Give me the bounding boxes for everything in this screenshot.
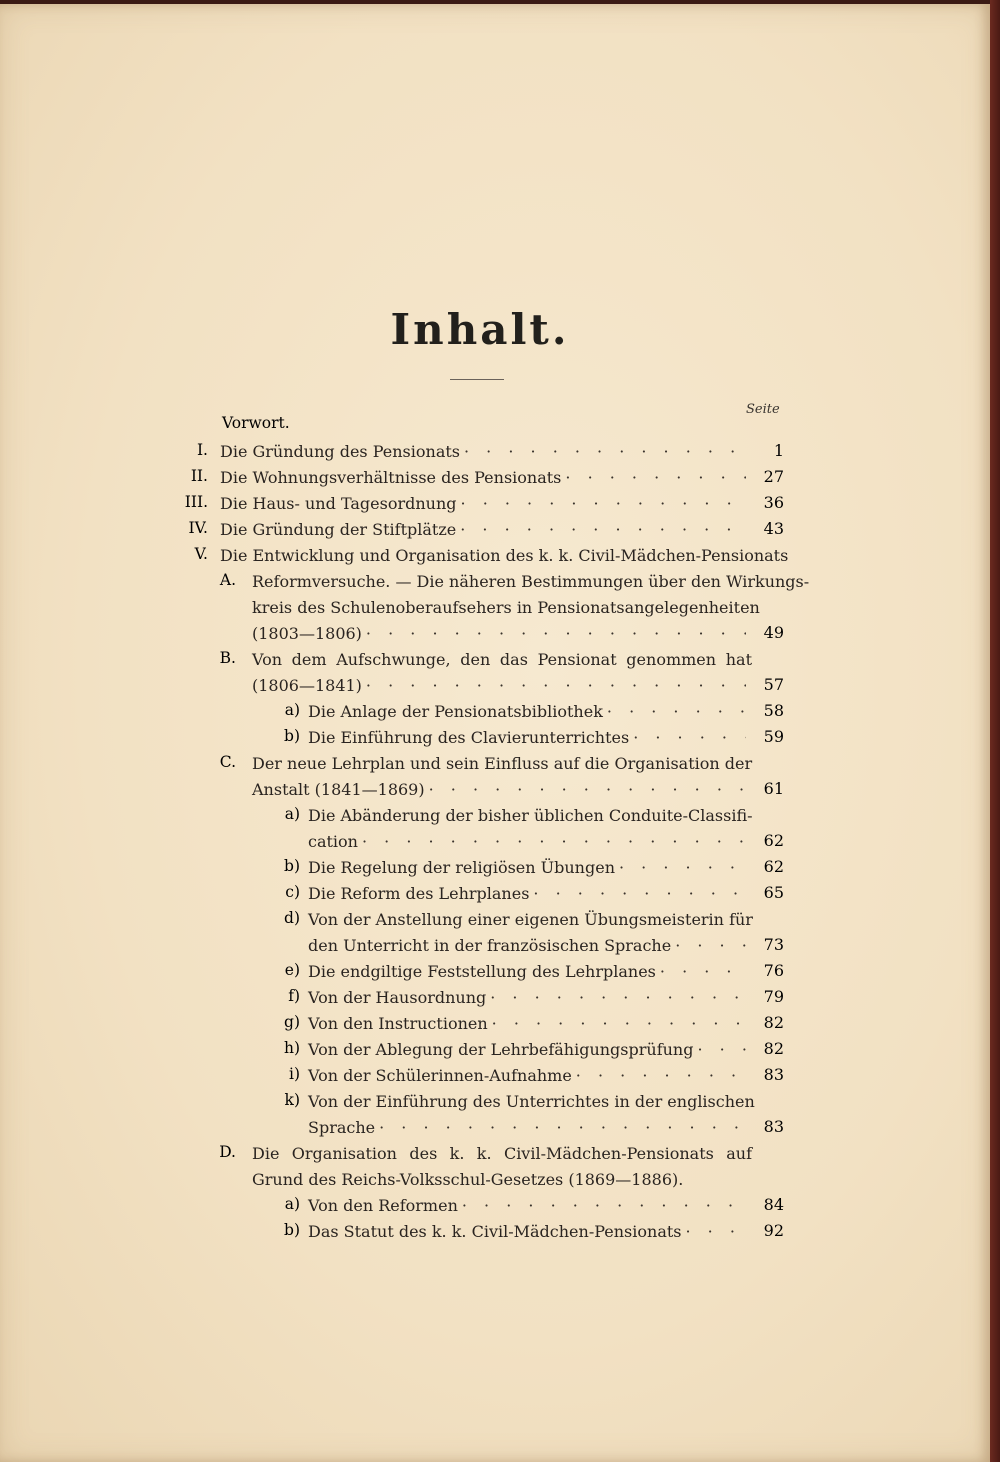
leader-dots xyxy=(379,1117,746,1139)
entry-number: i) xyxy=(288,1065,300,1083)
leader-dots xyxy=(619,857,746,879)
toc-entry-c-a xyxy=(308,805,752,827)
entry-title: kreis des Schulenoberaufsehers in Pensionatsangelegenheiten xyxy=(252,598,760,617)
vorwort-entry: Vorwort. xyxy=(222,414,290,432)
leader-dots xyxy=(366,675,746,697)
page-number: 57 xyxy=(763,675,784,694)
toc-entry-b-cont xyxy=(252,675,750,697)
entry-number: a) xyxy=(284,805,300,823)
entry-title: Der neue Lehrplan und sein Einfluss auf die Organisation der xyxy=(252,754,753,773)
leader-dots xyxy=(464,441,746,463)
entry-number: f) xyxy=(288,987,300,1005)
toc-entry-d-a xyxy=(308,1195,750,1217)
entry-number: e) xyxy=(284,961,300,979)
page-number: 76 xyxy=(763,961,784,980)
leader-dots xyxy=(675,935,746,957)
entry-title: Die Haus- und Tagesordnung xyxy=(220,494,457,513)
toc-entry-c-g xyxy=(308,1013,750,1035)
entry-title: Das Statut des k. k. Civil-Mädchen-Pensionats xyxy=(308,1222,682,1241)
entry-title: Die Gründung der Stiftplätze xyxy=(220,520,457,539)
entry-title: Die Wohnungsverhältnisse des Pensionats xyxy=(220,468,562,487)
page-number: 43 xyxy=(763,519,784,538)
toc-entry-i xyxy=(220,441,750,463)
entry-title: Reformversuche. — Die näheren Bestimmungen über den Wirkungs- xyxy=(252,572,810,591)
toc-entry-b-b xyxy=(308,727,750,749)
entry-title: Von den Reformen xyxy=(308,1196,458,1215)
page-number: 36 xyxy=(763,493,784,512)
leader-dots xyxy=(461,493,746,515)
entry-title: Die Regelung der religiösen Übungen xyxy=(308,858,615,877)
entry-title: Von den Instructionen xyxy=(308,1014,488,1033)
entry-title: Von der Schülerinnen-Aufnahme xyxy=(308,1066,572,1085)
page-number: 49 xyxy=(763,623,784,642)
leader-dots xyxy=(633,727,746,749)
entry-number: D. xyxy=(219,1143,236,1161)
toc-entry-d-cont xyxy=(252,1169,752,1191)
toc-entry-c-b xyxy=(308,857,750,879)
entry-title: Die Einführung des Clavierunterrichtes xyxy=(308,728,630,747)
entry-number: b) xyxy=(284,857,300,875)
page-number: 73 xyxy=(763,935,784,954)
page-title: Inhalt. xyxy=(390,305,570,354)
entry-number: b) xyxy=(284,1221,300,1239)
entry-title: Die Gründung des Pensionats xyxy=(220,442,460,461)
page-number: 58 xyxy=(763,701,784,720)
entry-number: a) xyxy=(284,1195,300,1213)
entry-title: Anstalt (1841—1869) xyxy=(252,780,425,799)
leader-dots xyxy=(362,831,746,853)
entry-title: Von der Anstellung einer eigenen Übungsmeisterin für xyxy=(308,910,753,929)
entry-number: a) xyxy=(284,701,300,719)
leader-dots xyxy=(686,1221,747,1243)
page-number: 84 xyxy=(763,1195,784,1214)
page-number: 79 xyxy=(763,987,784,1006)
entry-number: d) xyxy=(284,909,300,927)
leader-dots xyxy=(607,701,746,723)
leader-dots xyxy=(462,1195,746,1217)
entry-title: Von der Einführung des Unterrichtes in der englischen xyxy=(308,1092,755,1111)
toc-entry-c-k xyxy=(308,1091,755,1113)
entry-title: (1803—1806) xyxy=(252,624,362,643)
toc-entry-a-cont xyxy=(252,597,760,619)
toc-entry-c xyxy=(252,753,752,775)
toc-entry-b-a xyxy=(308,701,750,723)
entry-title: Von dem Aufschwunge, den das Pensionat genommen hat xyxy=(252,650,752,669)
page-number: 61 xyxy=(763,779,784,798)
toc-entry-iv xyxy=(220,519,750,541)
entry-title: Die endgiltige Feststellung des Lehrplanes xyxy=(308,962,656,981)
leader-dots xyxy=(565,467,746,489)
entry-title: Die Abänderung der bisher üblichen Conduite-Classifi- xyxy=(308,806,753,825)
toc-entry-c-c xyxy=(308,883,750,905)
page-number: 83 xyxy=(763,1117,784,1136)
entry-number: A. xyxy=(219,571,236,589)
entry-number: h) xyxy=(283,1039,300,1057)
page-number: 82 xyxy=(763,1039,784,1058)
page-number: 65 xyxy=(763,883,784,902)
toc-entry-a xyxy=(252,571,810,593)
entry-title: Von der Hausordnung xyxy=(308,988,487,1007)
entry-number: I. xyxy=(196,441,208,459)
entry-title: Grund des Reichs-Volksschul-Gesetzes (1869—1886). xyxy=(252,1170,684,1189)
toc-entry-c-e xyxy=(308,961,750,983)
page-number: 1 xyxy=(773,441,784,460)
toc-entry-ii xyxy=(220,467,750,489)
leader-dots xyxy=(533,883,746,905)
leader-dots xyxy=(490,987,746,1009)
page-number: 82 xyxy=(763,1013,784,1032)
entry-number: b) xyxy=(284,727,300,745)
entry-title: cation xyxy=(308,832,358,851)
entry-number: g) xyxy=(284,1013,300,1031)
leader-dots xyxy=(660,961,746,983)
entry-number: C. xyxy=(219,753,236,771)
toc-entry-c-h xyxy=(308,1039,750,1061)
toc-entry-c-k-cont xyxy=(308,1117,750,1139)
entry-number: V. xyxy=(194,545,208,563)
seite-label: Seite xyxy=(746,402,780,417)
page-number: 59 xyxy=(763,727,784,746)
entry-number: III. xyxy=(184,493,208,511)
toc-entry-c-d xyxy=(308,909,752,931)
toc-entry-iii xyxy=(220,493,750,515)
leader-dots xyxy=(366,623,746,645)
page-number: 27 xyxy=(763,467,784,486)
entry-title: Sprache xyxy=(308,1118,376,1137)
page-number: 62 xyxy=(763,857,784,876)
leader-dots xyxy=(492,1013,746,1035)
leader-dots xyxy=(429,779,746,801)
entry-title: Die Entwicklung und Organisation des k. k. Civil-Mädchen-Pensionats xyxy=(220,546,789,565)
entry-title: Von der Ablegung der Lehrbefähigungsprüfung xyxy=(308,1040,694,1059)
entry-title: Die Organisation des k. k. Civil-Mädchen-Pensionats auf xyxy=(252,1144,752,1163)
toc-entry-c-f xyxy=(308,987,750,1009)
entry-number: IV. xyxy=(188,519,208,537)
entry-title: Die Reform des Lehrplanes xyxy=(308,884,530,903)
page-number: 92 xyxy=(763,1221,784,1240)
leader-dots xyxy=(697,1039,746,1061)
toc-entry-b xyxy=(252,649,752,671)
leader-dots xyxy=(460,519,746,541)
entry-number: B. xyxy=(219,649,236,667)
toc-entry-c-i xyxy=(308,1065,750,1087)
entry-number: k) xyxy=(284,1091,300,1109)
leader-dots xyxy=(576,1065,746,1087)
page-number: 83 xyxy=(763,1065,784,1084)
page-number: 62 xyxy=(763,831,784,850)
entry-number: c) xyxy=(285,883,300,901)
entry-title: Die Anlage der Pensionatsbibliothek xyxy=(308,702,603,721)
toc-entry-a-cont2 xyxy=(252,623,750,645)
entry-number: II. xyxy=(190,467,208,485)
entry-title: den Unterricht in der französischen Sprache xyxy=(308,936,672,955)
toc-entry-d xyxy=(252,1143,752,1165)
toc-entry-c-cont xyxy=(252,779,750,801)
toc-entry-d-b xyxy=(308,1221,750,1243)
toc-entry-c-d-cont xyxy=(308,935,750,957)
toc-entry-v xyxy=(220,545,789,567)
toc-entry-c-a-cont xyxy=(308,831,750,853)
entry-title: (1806—1841) xyxy=(252,676,362,695)
